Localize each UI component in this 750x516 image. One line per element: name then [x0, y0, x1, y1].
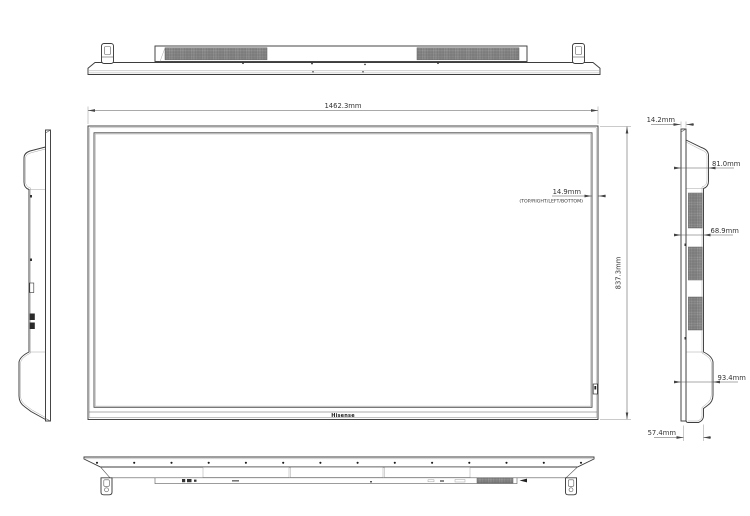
dim-overall-width — [88, 102, 598, 124]
right-side-vents — [688, 193, 702, 330]
top-stand-left — [102, 44, 114, 64]
bottom-foot-right — [566, 478, 577, 495]
top-speaker-grille-right — [417, 48, 519, 60]
bottom-view — [84, 457, 594, 495]
dim-label-bezel-note: (TOP/RIGHT/LEFT/BOTTOM) — [519, 199, 583, 205]
bottom-connector-bar — [155, 478, 517, 484]
bottom-back-outline — [101, 467, 578, 478]
top-speaker-grille-left — [165, 48, 267, 60]
bottom-front-edge — [84, 457, 594, 467]
top-view — [88, 44, 600, 75]
left-side-view — [19, 130, 51, 421]
right-back-cover — [686, 140, 713, 423]
dim-label-overall-height: 837.3mm — [614, 256, 623, 290]
power-indicator — [593, 384, 597, 394]
dim-overall-height — [600, 127, 631, 420]
left-panel-slab — [46, 130, 51, 421]
bottom-foot-left — [101, 478, 112, 495]
right-panel-slab — [681, 129, 686, 421]
dim-panel-thickness — [647, 116, 694, 127]
dim-label-depth-mid: 68.9mm — [710, 227, 739, 235]
bottom-orientation-mark — [520, 479, 528, 483]
dim-depth-base — [648, 425, 711, 442]
dim-label-panel-thickness: 14.2mm — [646, 116, 675, 125]
dim-label-depth-base: 57.4mm — [647, 428, 676, 437]
dim-label-overall-width: 1462.3mm — [324, 102, 362, 111]
front-screen — [94, 133, 592, 408]
dim-label-bezel: 14.9mm — [552, 187, 581, 196]
front-view — [88, 126, 598, 420]
bottom-vent-grille — [477, 478, 513, 483]
right-side-view — [681, 129, 713, 423]
dim-label-depth-top: 81.0mm — [712, 160, 741, 168]
dim-label-depth-bottom: 93.4mm — [717, 374, 746, 382]
brand-logo: Hisense — [331, 412, 355, 419]
top-stand-right — [573, 44, 585, 64]
